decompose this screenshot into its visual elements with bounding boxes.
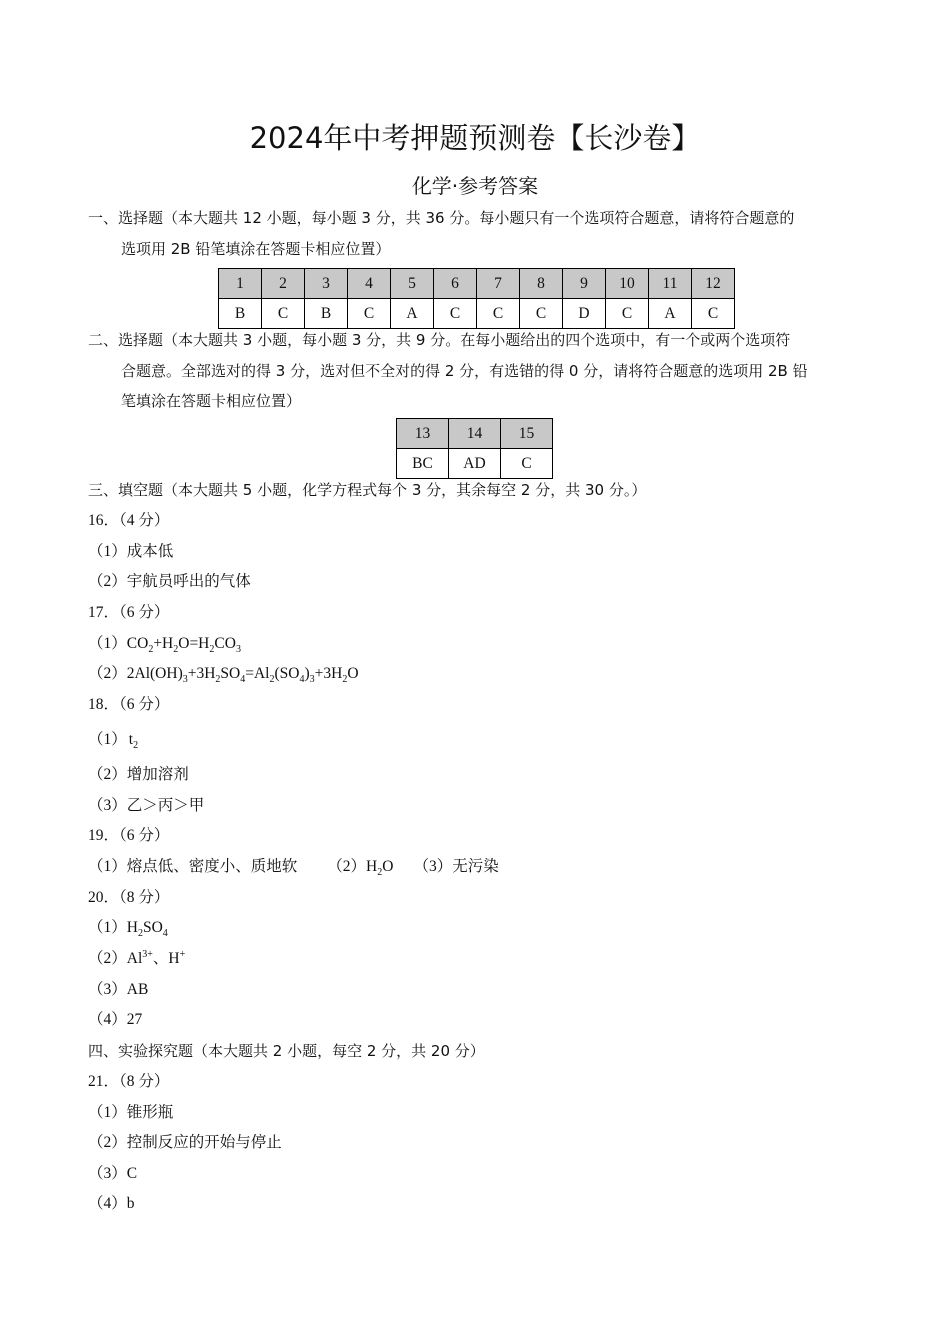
formula-part: SO [220,665,241,682]
answer-cell: B [219,299,262,329]
question-number-cell: 10 [606,269,649,299]
table-answer-row [219,299,735,329]
q20-answer-2 [88,949,185,969]
section4-heading: 四、实验探究题（本大题共 2 小题，每空 2 分，共 20 分） [88,1042,485,1060]
q18-answer-1 [88,730,138,750]
answer-prefix: （1） [88,919,127,936]
formula-subscript: 4 [162,928,168,940]
formula-part: SO [142,919,163,936]
formula-part: CO [126,635,149,652]
question-number-cell: 1 [219,269,262,299]
formula-subscript: 4 [299,674,305,686]
answer-cell: C [434,299,477,329]
answer-cell: B [305,299,348,329]
formula-subscript: 2 [173,644,179,656]
answer-cell: C [262,299,305,329]
formula-part: O [382,858,394,875]
formula-part: O [347,665,359,682]
formula-part: (SO [274,665,300,682]
q19-answers [88,857,499,877]
question-number-cell: 3 [305,269,348,299]
formula-subscript: 3 [235,644,241,656]
question-number-cell: 12 [692,269,735,299]
answer-cell: C [477,299,520,329]
section1-heading-line2: 选项用 2B 铅笔填涂在答题卡相应位置） [121,240,391,258]
formula-part: +3H [314,665,343,682]
question-number-cell: 14 [449,419,501,449]
question-number-cell: 2 [262,269,305,299]
q20-answer-4: （4）27 [88,1011,143,1028]
q17-answer-2 [88,664,359,684]
q18-answer-2: （2）增加溶剂 [88,766,189,783]
section2-heading-line1: 二、选择题（本大题共 3 小题，每小题 3 分，共 9 分。在每小题给出的四个选项中，有一个或两个选项符 [88,331,791,349]
table-header-row [397,419,553,449]
formula-subscript: 2 [148,644,154,656]
formula-subscript: 3 [309,674,315,686]
question-number-cell: 15 [501,419,553,449]
question-number-cell: 5 [391,269,434,299]
formula-part: ) [304,665,310,682]
formula-subscript: 2 [209,644,215,656]
answer-cell: D [563,299,606,329]
formula-subscript: 2 [215,674,221,686]
q21-answer-1: （1）锥形瓶 [88,1104,174,1121]
question-number-cell: 8 [520,269,563,299]
answer-cell: C [501,449,553,479]
answer-prefix: （1） [88,635,127,652]
page-title: 2024年中考押题预测卷【长沙卷】 [249,121,701,155]
q18-answer-3: （3）乙＞丙＞甲 [88,797,205,814]
q21-answer-4: （4）b [88,1195,135,1212]
answer-cell: A [391,299,434,329]
question-number-cell: 7 [477,269,520,299]
formula-part: H [366,858,378,875]
q16-answer-1: （1）成本低 [88,543,174,560]
formula-superscript: + [179,948,186,960]
q18-label: 18．（6 分） [88,696,170,713]
answer-prefix: （1） [88,731,127,748]
q20-answer-1 [88,918,168,938]
answer-cell: C [692,299,735,329]
question-number-cell: 9 [563,269,606,299]
formula-subscript: 2 [137,928,143,940]
question-number-cell: 11 [649,269,692,299]
q17-label: 17．（6 分） [88,604,170,621]
answer-subscript: 2 [133,740,139,752]
formula-subscript: 3 [182,674,188,686]
formula-subscript: 2 [342,674,348,686]
answer-cell: BC [397,449,449,479]
answer-cell: AD [449,449,501,479]
formula-part: 2Al(OH) [126,665,183,682]
table-answer-row [397,449,553,479]
q16-answer-2: （2）宇航员呼出的气体 [88,573,251,590]
formula-subscript: 2 [377,867,383,879]
formula-part: O=H [178,635,210,652]
answer-prefix: （2） [88,665,127,682]
q20-label: 20．（8 分） [88,889,170,906]
q21-answer-3: （3）C [88,1165,138,1182]
q21-answer-2: （2）控制反应的开始与停止 [88,1134,282,1151]
formula-part: CO [214,635,236,652]
q16-label: 16．（4 分） [88,512,170,529]
formula-part: Al [126,950,143,967]
question-number-cell: 4 [348,269,391,299]
formula-part: H [126,919,138,936]
answer-cell: C [348,299,391,329]
q19-answer-3: （3）无污染 [413,858,499,875]
question-number-cell: 6 [434,269,477,299]
formula-part: +3H [187,665,216,682]
answer-cell: A [649,299,692,329]
section1-heading-line1: 一、选择题（本大题共 12 小题，每小题 3 分，共 36 分。每小题只有一个选项符合题意，请将符合题意的 [88,209,795,227]
section2-answer-table [396,418,553,479]
answer-symbol: t [128,731,134,748]
section2-heading-line2: 合题意。全部选对的得 3 分，选对但不全对的得 2 分，有选错的得 0 分，请将符合题意的选项用 2B 铅 [121,362,808,380]
formula-subscript: 4 [240,674,246,686]
q19-answer-1: （1）熔点低、密度小、质地软 [88,858,298,875]
answer-prefix: （2） [327,858,367,875]
q17-answer-1 [88,634,241,654]
answer-cell: C [520,299,563,329]
formula-part: =Al [245,665,270,682]
formula-subscript: 2 [269,674,275,686]
q19-label: 19．（6 分） [88,827,170,844]
q20-answer-3: （3）AB [88,981,149,998]
formula-superscript: 3+ [142,948,153,960]
answer-cell: C [606,299,649,329]
q21-label: 21．（8 分） [88,1073,170,1090]
section3-heading: 三、填空题（本大题共 5 小题，化学方程式每个 3 分，其余每空 2 分，共 30 分。） [88,481,647,499]
page-subtitle: 化学·参考答案 [411,174,539,198]
section2-heading-line3: 笔填涂在答题卡相应位置） [121,392,302,410]
table-header-row [219,269,735,299]
formula-part: +H [153,635,174,652]
section1-answer-table [218,268,735,329]
question-number-cell: 13 [397,419,449,449]
answer-prefix: （2） [88,950,127,967]
formula-part: 、H [152,950,180,967]
